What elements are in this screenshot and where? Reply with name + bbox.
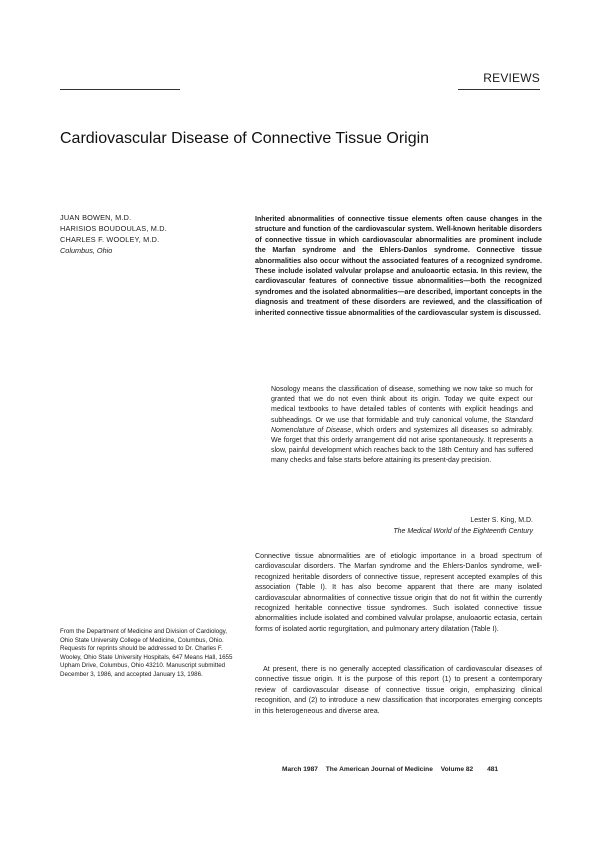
epigraph-text-part: , which orders and systemizes all diseases so admirably. We forget that this orderly arrangement did not arise spontaneously. It represents a slow, painful development which reaches back to the 18th Century and has suffered many checks and false starts before attaining its present-day precision.: [271, 426, 534, 465]
epigraph-text-part: Nosology means the classification of disease, something we now take so much for granted that we do not even think about its origin. Today we quite expect our medical textbooks to have detailed tables of contents with explicit headings and subheadings. Or we use that formidable and truly canonical volume, the: [271, 386, 533, 424]
footer-date: March 1987: [282, 766, 318, 773]
epigraph-text: [271, 385, 533, 467]
section-label: REVIEWS: [483, 71, 540, 85]
author-name: JUAN BOWEN, M.D.: [60, 213, 132, 222]
author-location: Columbus, Ohio: [60, 246, 113, 255]
page-footer: [282, 766, 542, 773]
header-rule-right: [458, 89, 540, 90]
author-block: [60, 212, 235, 256]
affiliation-footnote: From the Department of Medicine and Division of Cardiology, Ohio State University College of Medicine, Columbus, Ohio. Requests for reprints should be addressed to Dr. Charles F. Wooley, Ohio State University Hospitals, 647 Means Hall, 1655 Upham Drive, Columbus, Ohio 43210. Manuscript submitted December 3, 1986, and accepted January 13, 1986.: [60, 628, 233, 678]
footer-volume: Volume 82: [440, 766, 474, 773]
abstract: Inherited abnormalities of connective tissue elements often cause changes in the structure and function of the cardiovascular system. Well-known heritable disorders of connective tissue in which cardiovascular abnormalities are prominent include the Marfan syndrome and the Ehlers-Danlos syndrome. Connective tissue abnormalities also occur without the associated features of a recognized syndrome. These include isolated valvular prolapse and anuloaortic ectasia. In this review, the cardiovascular features of connective tissue abnormalities—both the recognized syndromes and the isolated abnormalities—are described, important concepts in the diagnosis and treatment of these disorders are reviewed, and the classification of inherited connective tissue abnormalities of the cardiovascular system is discussed.: [255, 215, 542, 317]
epigraph-italic-title: Standard Nomenclature of Disease: [271, 416, 533, 434]
epigraph-author: Lester S. King, M.D.: [470, 517, 533, 524]
article-title: Cardiovascular Disease of Connective Tissue Origin: [60, 130, 430, 147]
body-paragraph: At present, there is no generally accepted classification of cardiovascular diseases of connective tissue origin. It is the purpose of this report (1) to present a contemporary review of cardiovascular disease of connective tissue origin, emphasizing clinical recognition, and (2) to introduce a new classification that incorporates emerging concepts in this heterogeneous and diverse area.: [255, 665, 542, 715]
footer-journal: The American Journal of Medicine: [325, 766, 433, 773]
body-paragraph: Connective tissue abnormalities are of etiologic importance in a broad spectrum of cardiovascular disorders. The Marfan syndrome and the Ehlers-Danlos syndrome, well-recognized heritable disorders of connective tissue, represent accepted examples of this association (Table I). It has also become apparent that there are many isolated cardiovascular abnormalities of connective tissue origin that do not fit within the currently recognized heritable connective tissue syndromes. Such isolated connective tissue abnormalities include isolated and combined valvular prolapse, anuloaortic ectasia, certain forms of isolated aortic regurgitation, and pulmonary artery dilatation (Table I).: [255, 552, 542, 633]
header-rule-left: [60, 89, 180, 90]
author-name: CHARLES F. WOOLEY, M.D.: [60, 235, 160, 244]
epigraph-source: The Medical World of the Eighteenth Century: [393, 528, 533, 535]
page-number: 481: [487, 766, 499, 773]
author-name: HARISIOS BOUDOULAS, M.D.: [60, 224, 167, 233]
